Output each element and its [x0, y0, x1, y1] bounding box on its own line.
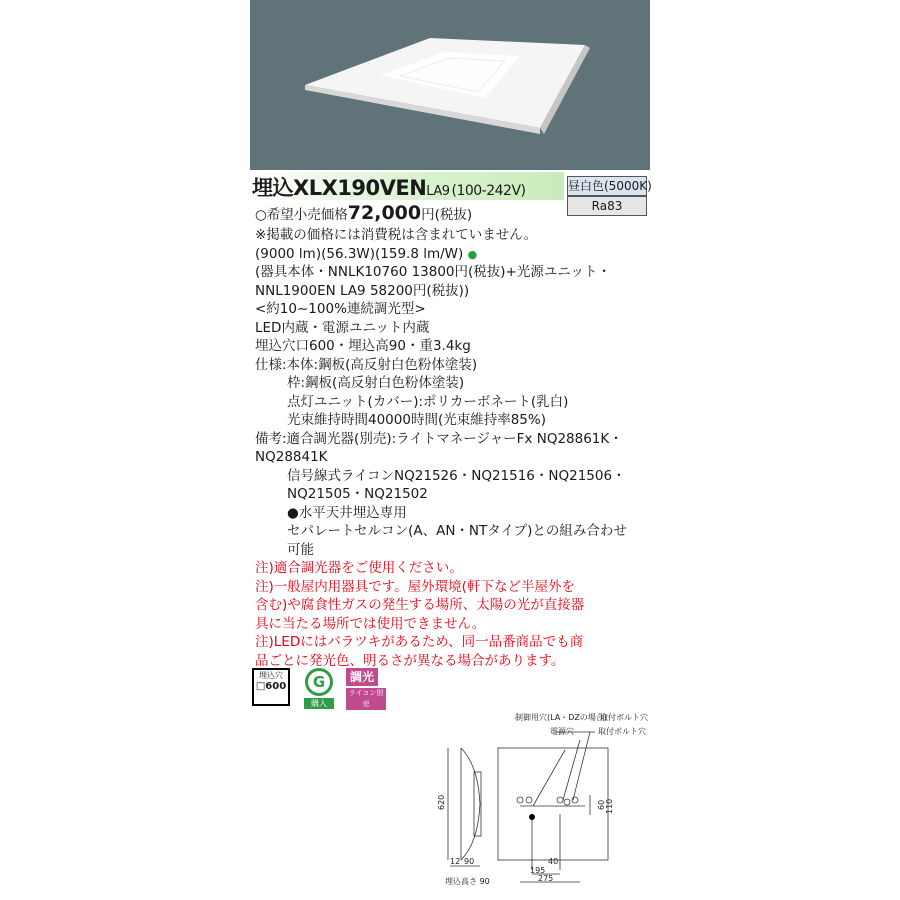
- embed-height-label: 埋込高さ 90: [445, 877, 490, 886]
- note-line-6: セパレートセルコン(A、AN・NTタイプ)との組み合わせ: [287, 523, 627, 539]
- note-line-1: 備考:適合調光器(別売):ライトマネージャーFx NQ28861K・: [255, 430, 623, 447]
- dimension-diagram: [420, 710, 660, 890]
- price-unit: 円(税抜): [421, 207, 473, 223]
- product-title-main: 埋込XLX190VEN: [252, 176, 427, 200]
- voltage-label: (100-242V): [451, 183, 526, 199]
- hole-size-top: 埋込穴: [259, 671, 283, 680]
- warning-line-2: 注)一般屋内用器具です。屋外環境(軒下など半屋外を: [255, 578, 575, 595]
- note-line-5: ●水平天井埋込専用: [287, 504, 407, 521]
- dim-110: 110: [605, 798, 614, 814]
- warning-line-4: 具に当たる場所では使用できません。: [255, 615, 486, 632]
- green-mark: G: [305, 668, 333, 696]
- warning-line-6: 品ごとに発光色、明るさが異なる場合があります。: [255, 652, 565, 669]
- parts-line-2: NNL1900EN LA9 58200円(税抜)): [255, 282, 470, 299]
- spec-line-1: 仕様:本体:鋼板(高反射白色粉体塗装): [255, 356, 478, 373]
- price-value: 72,000: [347, 202, 422, 224]
- label-power-hole: 電源穴: [550, 727, 574, 736]
- spec-lumen-line: [255, 245, 655, 264]
- ra-badge: Ra83: [567, 196, 647, 216]
- dimming-top: 調光: [346, 668, 378, 686]
- dim-60: 60: [597, 799, 606, 810]
- product-photo: [250, 0, 650, 170]
- leaf-icon: ●: [467, 247, 478, 261]
- builtin-note: LED内蔵・電源ユニット内蔵: [255, 319, 430, 336]
- note-line-3: 信号線式ライコンNQ21526・NQ21516・NQ21506・: [287, 467, 626, 484]
- price-prefix: ○希望小売価格: [255, 207, 348, 223]
- dim-40: 40: [548, 857, 559, 866]
- dim-275: 275: [538, 874, 554, 883]
- label-control-hole: 制御用穴(LA・DZの場合): [515, 713, 607, 722]
- product-title: [252, 172, 526, 202]
- tax-note: ※掲載の価格には消費税は含まれていません。: [255, 227, 538, 243]
- dim-90: 90: [464, 857, 475, 866]
- size-spec: 埋込穴口600・埋込高90・重3.4kg: [255, 338, 471, 354]
- green-purchase-icon: [304, 668, 334, 709]
- spec-lumen: (9000 lm)(56.3W)(159.8 lm/W): [255, 245, 464, 262]
- green-label: 購入: [304, 698, 334, 709]
- note-line-7: 可能: [287, 541, 314, 558]
- spec-line-4: 光束維持時間40000時間(光束維持率85%): [287, 412, 546, 428]
- note-line-2: NQ28841K: [255, 449, 328, 465]
- price-line: [255, 204, 655, 226]
- color-temperature-badge: 昼白色(5000K): [567, 176, 647, 196]
- hole-size-icon: [252, 668, 290, 706]
- spec-line-3: 点灯ユニット(カバー):ポリカーボネート(乳白): [287, 393, 569, 410]
- label-bolt-hole-1: 取付ボルト穴: [600, 713, 648, 722]
- note-line-4: NQ21505・NQ21502: [287, 486, 428, 502]
- dimming-bottom: ライコン別売: [346, 688, 386, 710]
- warning-line-5: 注)LEDにはバラツキがあるため、同一品番商品でも商: [255, 634, 584, 650]
- hole-size-value: □600: [255, 681, 287, 692]
- product-description: [255, 204, 655, 670]
- spec-line-2: 枠:鋼板(高反射白色粉体塗装): [287, 375, 465, 391]
- parts-line-1: (器具本体・NNLK10760 13800円(税抜)+光源ユニット・: [255, 264, 611, 280]
- label-bolt-hole-2: 取付ボルト穴: [598, 727, 646, 736]
- product-title-suffix: LA9: [426, 184, 450, 199]
- dim-620: 620: [437, 794, 446, 810]
- dim-12: 12: [450, 857, 461, 866]
- power-hole-marker: [529, 814, 535, 820]
- dimming-type: <約10~100%連続調光型>: [255, 301, 426, 317]
- warning-line-3: 含む)や腐食性ガスの発生する場所、太陽の光が直接器: [255, 597, 585, 613]
- dimming-icon: [346, 668, 386, 710]
- dim-195: 195: [530, 866, 546, 875]
- warning-line-1: 注)適合調光器をご使用ください。: [255, 560, 463, 576]
